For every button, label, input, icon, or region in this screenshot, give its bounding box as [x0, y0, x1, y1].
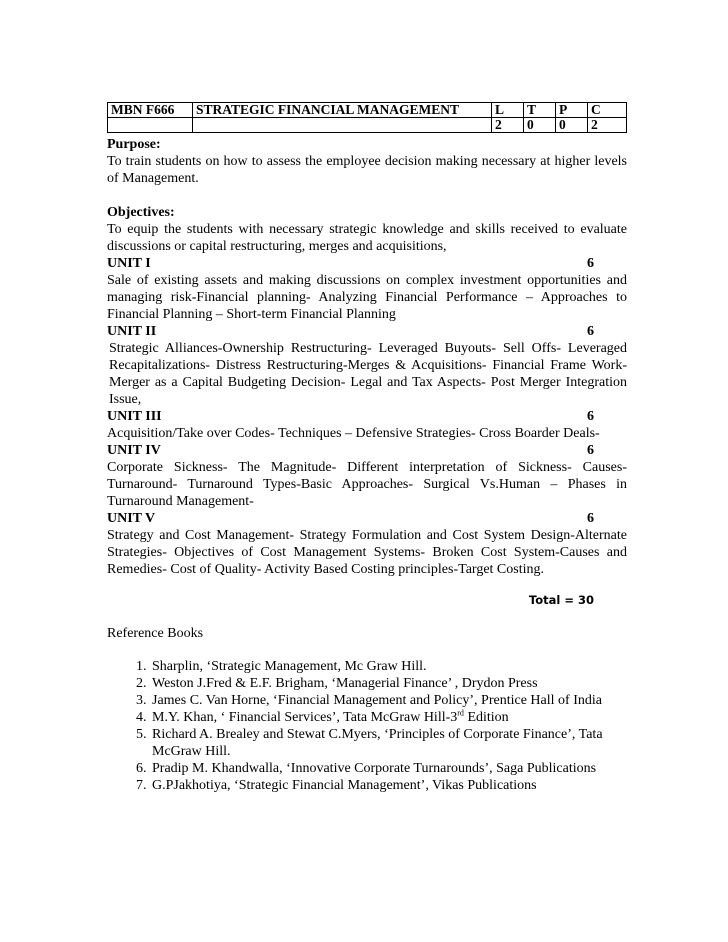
ltpc-header-p: P	[556, 103, 588, 118]
ltpc-header-c: C	[588, 103, 627, 118]
list-item: 1. Sharplin, ‘Strategic Management, Mc Graw Hill.	[150, 658, 627, 675]
course-values-row	[108, 118, 627, 133]
unit-text: Strategy and Cost Management- Strategy Formulation and Cost System Design-Alternate Strategies- Objectives of Cost Management Systems- Broken Cost System-Causes and Remedies- Cost of Quality- Activity Based Costing principles-Target Costing.	[107, 528, 627, 577]
list-item: 2. Weston J.Fred & E.F. Brigham, ‘Managerial Finance’ , Drydon Press	[150, 675, 627, 692]
unit-heading	[107, 510, 627, 527]
ltpc-header-t: T	[524, 103, 556, 118]
purpose-heading: Purpose:	[107, 137, 161, 152]
course-header-row	[108, 103, 627, 118]
unit-title: UNIT III	[107, 409, 162, 424]
list-item: 6. Pradip M. Khandwalla, ‘Innovative Corporate Turnarounds’, Saga Publications	[150, 760, 627, 777]
ltpc-value-c: 2	[588, 118, 627, 133]
unit-heading	[107, 255, 627, 272]
superscript: rd	[457, 708, 464, 718]
unit-heading	[107, 323, 627, 340]
list-item	[150, 709, 627, 726]
list-item: 5. Richard A. Brealey and Stewat C.Myers, ‘Principles of Corporate Finance’, Tata McGraw Hill.	[150, 726, 627, 760]
course-title: STRATEGIC FINANCIAL MANAGEMENT	[193, 103, 492, 118]
course-code: MBN F666	[108, 103, 193, 118]
ltpc-value-l: 2	[492, 118, 524, 133]
ltpc-value-p: 0	[556, 118, 588, 133]
unit-text: Strategic Alliances-Ownership Restructuring- Leveraged Buyouts- Sell Offs- Leveraged Recapitalizations- Distress Restructuring-Merges & Acquisitions- Financial Frame Work- Merger as a Capital Budgeting Decision- Legal and Tax Aspects- Post Merger Integration Issue,	[109, 341, 627, 407]
syllabus-page	[107, 102, 627, 794]
unit-hours: 6	[587, 409, 594, 424]
course-header-table	[107, 102, 627, 133]
unit-title: UNIT II	[107, 324, 157, 339]
objectives-heading: Objectives:	[107, 205, 175, 220]
ltpc-header-l: L	[492, 103, 524, 118]
unit-text: Sale of existing assets and making discussions on complex investment opportunities and managing risk-Financial planning- Analyzing Financial Performance – Approaches to Financial Planning – Short-term Financial Planning	[107, 273, 627, 322]
reference-books-list	[107, 658, 627, 794]
objectives-text: To equip the students with necessary strategic knowledge and skills received to evaluate discussions or capital restructuring, merges and acquisitions,	[107, 222, 627, 254]
unit-hours: 6	[587, 256, 594, 271]
purpose-text: To train students on how to assess the employee decision making necessary at higher levels of Management.	[107, 154, 627, 186]
book-text: Edition	[463, 710, 509, 725]
unit-title: UNIT V	[107, 511, 156, 526]
unit-text: Corporate Sickness- The Magnitude- Different interpretation of Sickness- Causes-Turnaround- Turnaround Types-Basic Approaches- Surgical Vs.Human – Phases in Turnaround Management-	[107, 460, 627, 509]
total-hours: Total = 30	[528, 593, 594, 607]
list-item: 3. James C. Van Horne, ‘Financial Management and Policy’, Prentice Hall of India	[150, 692, 627, 709]
ltpc-value-t: 0	[524, 118, 556, 133]
unit-heading	[107, 408, 627, 425]
book-text: M.Y. Khan, ‘ Financial Services’, Tata McGraw Hill-3	[152, 710, 458, 725]
course-body	[107, 136, 627, 578]
unit-hours: 6	[587, 324, 594, 339]
unit-heading	[107, 442, 627, 459]
unit-title: UNIT I	[107, 256, 151, 271]
unit-hours: 6	[587, 443, 594, 458]
unit-text: Acquisition/Take over Codes- Techniques – Defensive Strategies- Cross Boarder Deals-	[107, 426, 600, 441]
unit-title: UNIT IV	[107, 443, 161, 458]
unit-hours: 6	[587, 511, 594, 526]
reference-books-heading: Reference Books	[107, 626, 204, 641]
empty-cell	[108, 118, 193, 133]
empty-cell	[193, 118, 492, 133]
list-item: 7. G.PJakhotiya, ‘Strategic Financial Management’, Vikas Publications	[150, 777, 627, 794]
